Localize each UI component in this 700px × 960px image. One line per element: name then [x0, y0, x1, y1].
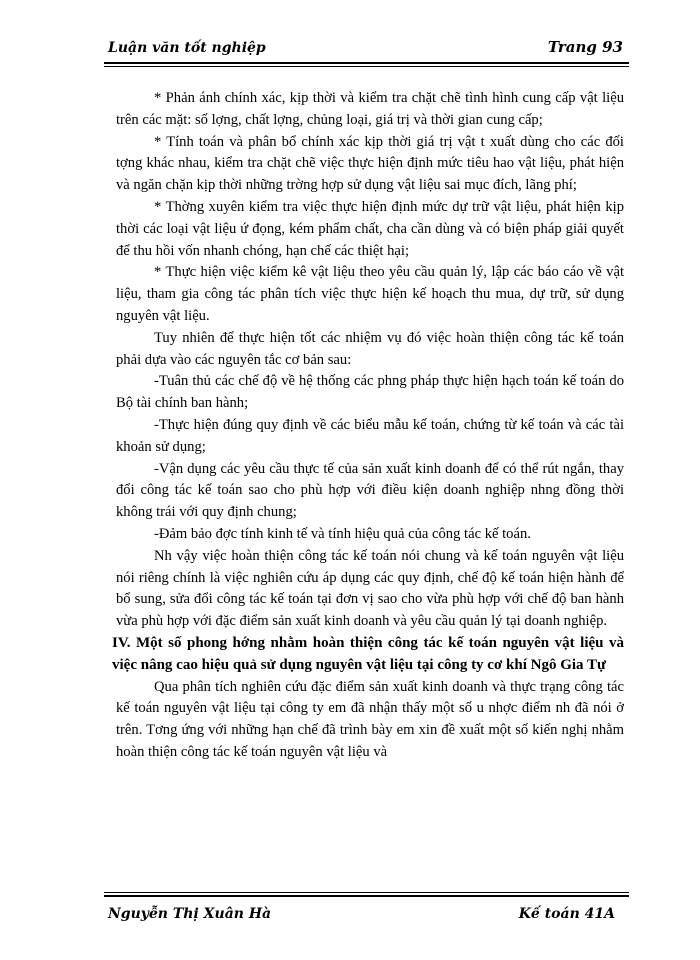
paragraph-7: -Thực hiện đúng quy định về các biểu mẫu kế toán, chứng từ kế toán và các tài khoản sử dụng; — [116, 416, 624, 455]
paragraph-8: -Vận dụng các yêu cầu thực tế của sản xuất kinh doanh để có thể rút ngắn, thay đổi công tác kế toán sao cho phù hợp với điều kiện doanh nghiệp nhng đồng thời không trái với quy định chung; — [116, 460, 624, 521]
paragraph-1: * Phản ánh chính xác, kịp thời và kiểm tra chặt chẽ tình hình cung cấp vật liệu trên các mặt: số lợng, chất lợng, chủng loại, giá trị và thời gian cung cấp; — [116, 90, 624, 128]
page-number: Trang 93 — [547, 38, 623, 56]
page-footer — [104, 904, 629, 928]
paragraph-9: -Đảm bảo đợc tính kinh tế và tính hiệu quả của công tác kế toán. — [154, 525, 531, 542]
header-rule-thin — [104, 66, 629, 67]
header-rule — [104, 62, 629, 64]
paragraph-closing: Qua phân tích nghiên cứu đặc điểm sản xuất kinh doanh và thực trạng công tác kế toán nguyên vật liệu tại công ty em đã nhận thấy một số u nhợc điểm nh đã nói ở trên. Tơng ứng với những hạn chế đã trình bày em xin đề xuất một số kiến nghị nhằm hoàn thiện công tác kế toán nguyên vật liệu và — [116, 678, 624, 760]
paragraph-2: * Tính toán và phân bổ chính xác kịp thời giá trị vật t xuất dùng cho các đối tợng khác nhau, kiểm tra chặt chẽ việc thực hiện định mức tiêu hao vật liệu, phát hiện và ngăn chặn kịp thời những trờng hợp sử dụng vật liệu sai mục đích, lãng phí; — [116, 133, 624, 194]
paragraph-4: * Thực hiện việc kiểm kê vật liệu theo yêu cầu quản lý, lập các báo cáo về vật liệu, tham gia công tác phân tích việc thực hiện kế hoạch thu mua, dự trữ, sử dụng nguyên vật liệu. — [116, 264, 624, 324]
section-heading: IV. Một số phong hớng nhằm hoàn thiện công tác kế toán nguyên vật liệu và việc nâng cao hiệu quả sử dụng nguyên vật liệu tại công ty cơ khí Ngô Gia Tự — [112, 634, 624, 673]
footer-rule-thin — [104, 892, 629, 893]
header-title: Luận văn tốt nghiệp — [108, 40, 266, 56]
paragraph-6: -Tuân thủ các chế độ về hệ thống các phng pháp thực hiện hạch toán kế toán do Bộ tài chính ban hành; — [116, 373, 624, 412]
paragraph-3: * Thờng xuyên kiểm tra việc thực hiện định mức dự trữ vật liệu, phát hiện kịp thời các loại vật liệu ứ đọng, kém phẩm chất, cha cần dùng và có biện pháp giải quyết để thu hồi vốn nhanh chóng, hạn chế các thiệt hại; — [116, 198, 624, 259]
paragraph-10: Nh vậy việc hoàn thiện công tác kế toán nói chung và kế toán nguyên vật liệu nói riêng chính là việc nghiên cứu áp dụng các quy định, chế độ kế toán hiện hành để bổ sung, sửa đổi công tác kế toán tại đơn vị sao cho vừa phù hợp với chế độ ban hành vừa phù hợp với đặc điểm sản xuất kinh doanh và yêu cầu quản lý tại doanh nghiệp. — [116, 547, 624, 630]
footer-rule — [104, 895, 629, 897]
document-body — [112, 88, 624, 764]
paragraph-5: Tuy nhiên để thực hiện tốt các nhiệm vụ đó việc hoàn thiện công tác kế toán phải dựa vào các nguyên tắc cơ bản sau: — [116, 329, 624, 368]
author-name: Nguyễn Thị Xuân Hà — [108, 906, 272, 922]
class-name: Kế toán 41A — [518, 906, 615, 922]
page-header — [104, 38, 629, 62]
